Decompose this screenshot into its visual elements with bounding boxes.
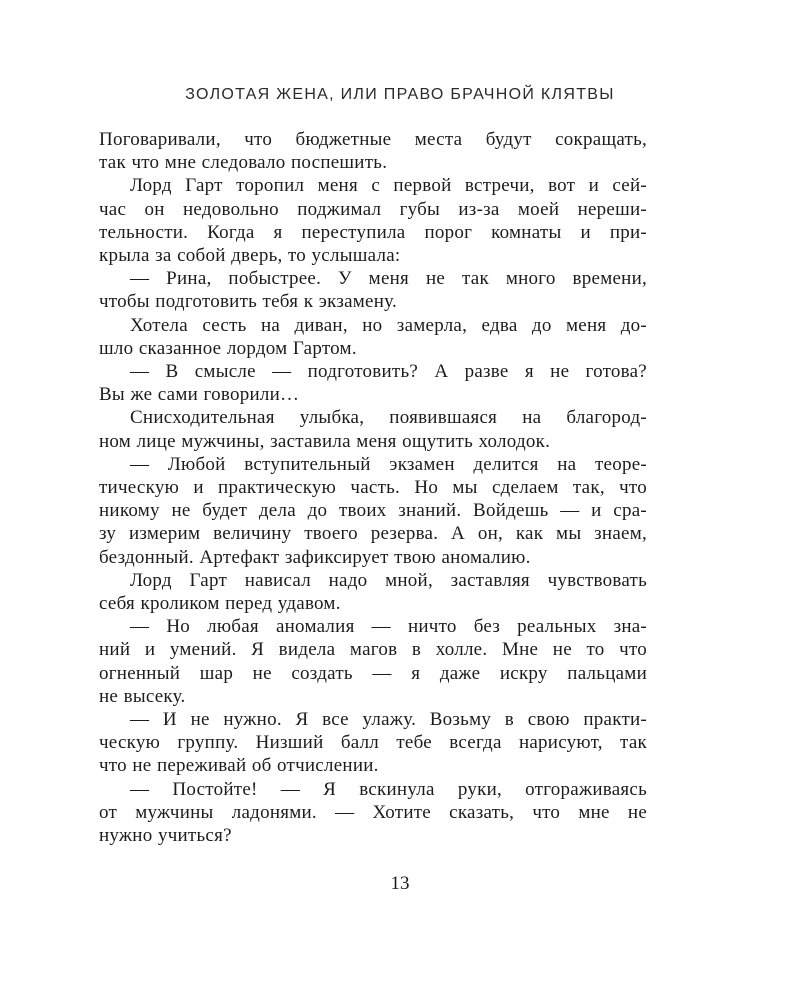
text-line: — Рина, побыстрее. У меня не так много времени,: [130, 268, 647, 290]
text-line: Лорд Гарт торопил меня с первой встречи, вот и сей-: [130, 175, 647, 197]
text-line: тельности. Когда я переступила порог комнаты и при-: [99, 221, 647, 243]
body-text: [99, 128, 647, 847]
text-line: ном лице мужчины, заставила меня ощутить холодок.: [99, 430, 551, 452]
text-line: Вы же сами говорили…: [99, 384, 300, 406]
text-line: не высеку.: [99, 685, 186, 707]
text-line: нужно учиться?: [99, 825, 232, 847]
text-line: Хотела сесть на диван, но замерла, едва до меня до-: [130, 314, 647, 336]
text-line: — Постойте! — Я вскинула руки, отгораживаясь: [130, 778, 647, 800]
paragraph: [99, 314, 647, 360]
text-line: Снисходительная улыбка, появившаяся на благород-: [130, 407, 647, 429]
text-line: тическую и практическую часть. Но мы сделаем так, что: [99, 477, 647, 499]
text-line: от мужчины ладонями. — Хотите сказать, что мне не: [99, 801, 647, 823]
paragraph: [99, 128, 647, 174]
text-line: — Любой вступительный экзамен делится на теоре-: [130, 453, 647, 475]
paragraph: [99, 360, 647, 406]
paragraph: [99, 174, 647, 267]
text-line: что не переживай об отчислении.: [99, 755, 379, 777]
text-line: огненный шар не создать — я даже искру пальцами: [99, 662, 647, 684]
paragraph: [99, 778, 647, 848]
text-line: ний и умений. Я видела магов в холле. Мне не то что: [99, 639, 647, 661]
paragraph: [99, 267, 647, 313]
paragraph: [99, 708, 647, 778]
page-number: 13: [390, 873, 410, 894]
text-line: себя кроликом перед удавом.: [99, 593, 341, 615]
paragraph: [99, 615, 647, 708]
text-line: — Но любая аномалия — ничто без реальных зна-: [130, 616, 647, 638]
paragraph: [99, 569, 647, 615]
text-line: Поговаривали, что бюджетные места будут сокращать,: [99, 129, 647, 150]
text-line: Лорд Гарт нависал надо мной, заставляя чувствовать: [130, 569, 647, 591]
text-line: зу измерим величину твоего резерва. А он, как мы знаем,: [99, 523, 647, 545]
text-line: крыла за собой дверь, то услышала:: [99, 245, 401, 267]
text-line: шло сказанное лордом Гартом.: [99, 337, 357, 359]
text-line: час он недовольно поджимал губы из-за моей нереши-: [99, 198, 647, 220]
text-line: никому не будет дела до твоих знаний. Войдешь — и сра-: [99, 500, 647, 522]
text-line: чтобы подготовить тебя к экзамену.: [99, 291, 398, 313]
paragraph: [99, 406, 647, 452]
text-line: бездонный. Артефакт зафиксирует твою аномалию.: [99, 546, 531, 568]
text-line: так что мне следовало поспешить.: [99, 152, 388, 174]
running-head: ЗОЛОТАЯ ЖЕНА, ИЛИ ПРАВО БРАЧНОЙ КЛЯТВЫ: [185, 86, 615, 103]
text-line: — В смысле — подготовить? А разве я не готова?: [130, 361, 647, 383]
text-line: ческую группу. Низший балл тебе всегда нарисуют, так: [99, 732, 647, 754]
text-line: — И не нужно. Я все улажу. Возьму в свою практи-: [130, 709, 647, 731]
paragraph: [99, 453, 647, 569]
